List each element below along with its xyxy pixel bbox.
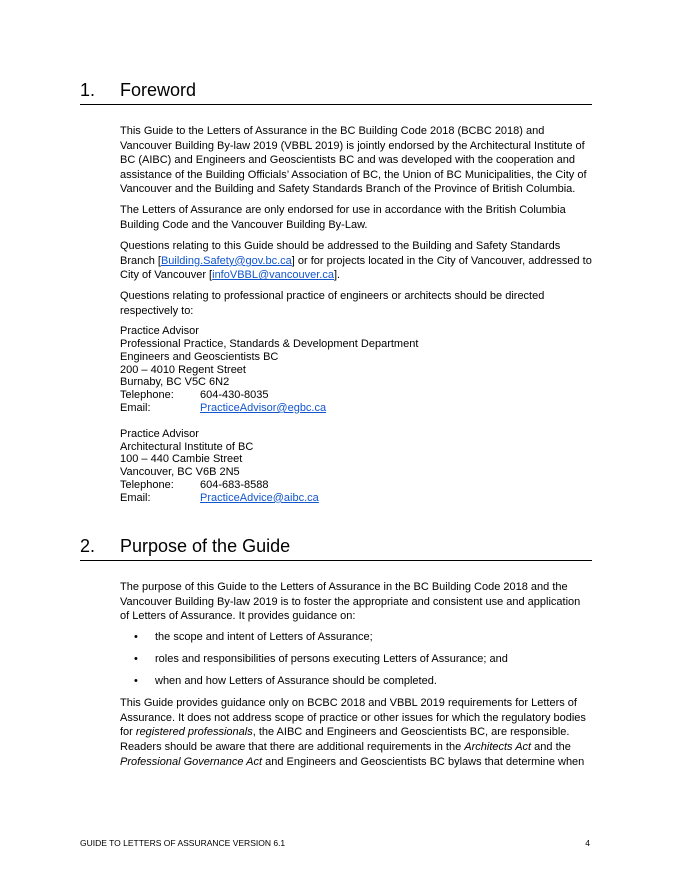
contact-telephone	[120, 389, 592, 402]
paragraph: The Letters of Assurance are only endorsed for use in accordance with the British Columbia Building Code and the Vancouver Building By-Law.	[120, 204, 566, 232]
bullet-icon: •	[134, 653, 138, 666]
contact-line: Architectural Institute of BC	[120, 440, 254, 453]
text-run: This Guide provides guidance only on BCBC 2018 and VBBL 2019 requirements for Letters of Assurance. It does not address scope of practice or other issues for which the regulatory bodies for	[120, 697, 586, 739]
contact-line: Vancouver, BC V6B 2N5	[120, 466, 240, 479]
text-run: and the	[531, 741, 571, 754]
emphasis: Professional Governance Act	[120, 755, 263, 768]
section-number: 1.	[80, 80, 96, 100]
footer-title: GUIDE TO LETTERS OF ASSURANCE VERSION 6.1	[80, 838, 286, 848]
section-number: 2.	[80, 536, 96, 556]
paragraph: This Guide to the Letters of Assurance in the BC Building Code 2018 (BCBC 2018) and Vancouver Building By-law 2019 (VBBL 2019) is jointly endorsed by the Architectural Institute of BC (AIBC) and Engineers and Geoscientists BC and was developed with the cooperation and assistance of the Building Officials’ Association of BC, the Union of BC Municipalities, the City of Vancouver and the Building and Safety Standards Branch of the Province of British Columbia.	[120, 125, 587, 196]
emphasis: Architects Act	[464, 741, 532, 754]
section-title: Foreword	[120, 80, 197, 100]
bullet-icon: •	[134, 675, 138, 688]
telephone-label: Telephone:	[120, 389, 174, 402]
telephone-value: 604-683-8588	[200, 478, 269, 491]
egbc-email-link[interactable]: PracticeAdvisor@egbc.ca	[200, 401, 327, 414]
foreword-body	[120, 124, 592, 511]
contact-line: Burnaby, BC V5C 6N2	[120, 376, 230, 389]
contact-email	[120, 402, 592, 415]
section-heading-purpose	[80, 535, 592, 561]
contact-line: Engineers and Geoscientists BC	[120, 350, 279, 363]
contact-line: 100 – 440 Cambie Street	[120, 453, 243, 466]
paragraph	[120, 696, 592, 769]
paragraph: Questions relating to professional practice of engineers or architects should be directed respectively to:	[120, 290, 545, 318]
text-run: ].	[333, 269, 341, 282]
list-item	[120, 652, 592, 667]
list-item-text: when and how Letters of Assurance should be completed.	[155, 675, 437, 688]
telephone-label: Telephone:	[120, 478, 174, 491]
contact-line: Practice Advisor	[120, 325, 199, 338]
bullet-icon: •	[134, 631, 138, 644]
telephone-value: 604-430-8035	[200, 389, 269, 402]
contact-email	[120, 492, 592, 505]
purpose-body	[120, 580, 592, 776]
contact-telephone	[120, 479, 592, 492]
paragraph	[120, 239, 592, 283]
text-run: , the AIBC and Engineers and Geoscientists BC, are responsible. Readers should be aware that there are additional requirements in the	[120, 726, 570, 754]
list-item	[120, 674, 592, 689]
aibc-email-link[interactable]: PracticeAdvice@aibc.ca	[200, 491, 319, 504]
contact-line: 200 – 4010 Regent Street	[120, 363, 246, 376]
list-item	[120, 630, 592, 645]
list-item-text: the scope and intent of Letters of Assurance;	[155, 631, 373, 644]
email-label: Email:	[120, 401, 151, 414]
paragraph: The purpose of this Guide to the Letters of Assurance in the BC Building Code 2018 and the Vancouver Building By-law 2019 is to foster the appropriate and consistent use and application of Letters of Assurance. It provides guidance on:	[120, 581, 581, 623]
contact-line: Practice Advisor	[120, 427, 199, 440]
list-item-text: roles and responsibilities of persons executing Letters of Assurance; and	[155, 653, 508, 666]
text-run: ] or for projects located in the City of Vancouver, addressed to City of Vancouver [	[120, 254, 592, 282]
contact-aibc	[120, 428, 592, 505]
text-run: Questions relating to this Guide should be addressed to the Building and Safety Standards Branch [	[120, 240, 561, 267]
page-footer	[80, 838, 592, 849]
building-safety-email-link[interactable]: Building.Safety@gov.bc.ca	[160, 254, 292, 267]
text-run: and Engineers and Geoscientists BC bylaws that determine when	[262, 755, 585, 768]
contact-line: Professional Practice, Standards & Development Department	[120, 337, 419, 350]
emphasis: registered professionals	[135, 726, 253, 739]
guidance-list	[120, 630, 592, 689]
section-title: Purpose of the Guide	[120, 536, 291, 556]
page-number: 4	[585, 838, 590, 848]
section-heading-foreword	[80, 79, 592, 105]
vbbl-email-link[interactable]: infoVBBL@vancouver.ca	[212, 269, 334, 282]
email-label: Email:	[120, 491, 151, 504]
contact-egbc	[120, 325, 592, 415]
